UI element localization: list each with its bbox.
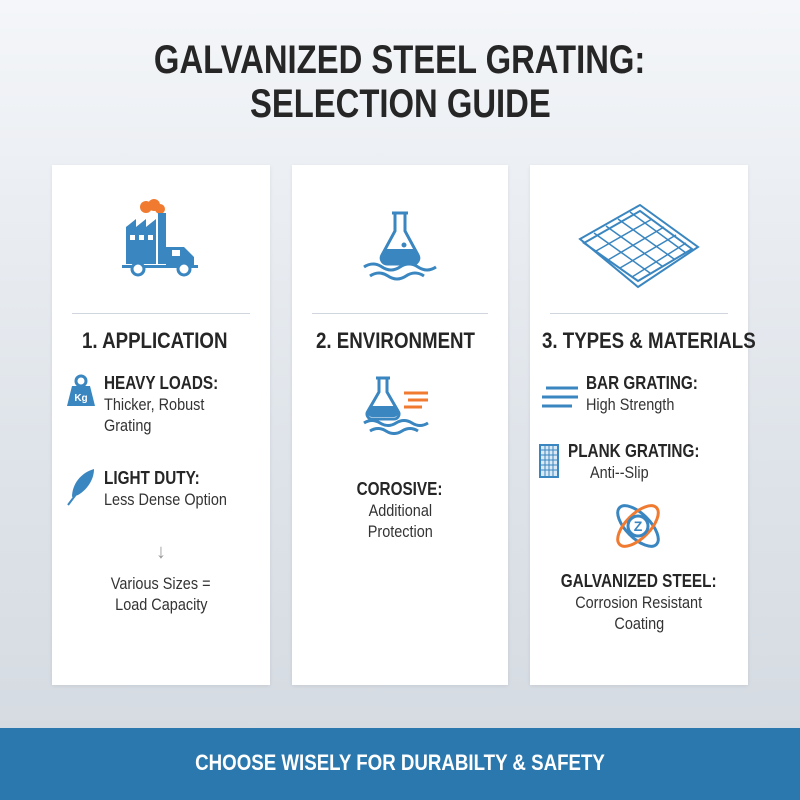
card-application: 1. APPLICATION Kg HEAVY LOADS: Thicker, Robust Grating LIGHT DUTY: Less Dense Option ↓ Various Sizes = Load Capacity bbox=[52, 165, 270, 685]
plank-grating-icon bbox=[539, 444, 559, 478]
divider bbox=[312, 313, 488, 314]
divider bbox=[550, 313, 728, 314]
svg-text:Kg: Kg bbox=[74, 393, 88, 404]
divider bbox=[72, 313, 250, 314]
zinc-atom-icon bbox=[610, 498, 666, 554]
arrow-down-icon: ↓ bbox=[156, 541, 166, 563]
bar-grating-icon bbox=[540, 385, 580, 411]
factory-truck-icon bbox=[122, 199, 204, 279]
card-types-materials: 3. TYPES & MATERIALS BAR GRATING: High Strength PLANK GRATING: Anti--Slip Z GALVANIZED STEEL: Corrosion Resistant Coating bbox=[530, 165, 748, 685]
corrosive-flask-icon bbox=[362, 375, 434, 435]
card-heading: 1. APPLICATION bbox=[82, 328, 228, 353]
svg-text:Z: Z bbox=[633, 518, 643, 534]
flask-water-icon bbox=[362, 209, 438, 281]
page-title: GALVANIZED STEEL GRATING: SELECTION GUIDE bbox=[154, 38, 646, 126]
feather-icon bbox=[66, 467, 96, 507]
card-heading: 2. ENVIRONMENT bbox=[316, 328, 475, 353]
card-heading: 3. TYPES & MATERIALS bbox=[542, 328, 756, 353]
grating-panel-icon bbox=[578, 203, 702, 289]
kg-weight-icon bbox=[66, 373, 96, 409]
card-environment: 2. ENVIRONMENT COROSIVE: Additional Protection bbox=[292, 165, 508, 685]
footer-banner: CHOOSE WISELY FOR DURABILTY & SAFETY bbox=[0, 728, 800, 800]
